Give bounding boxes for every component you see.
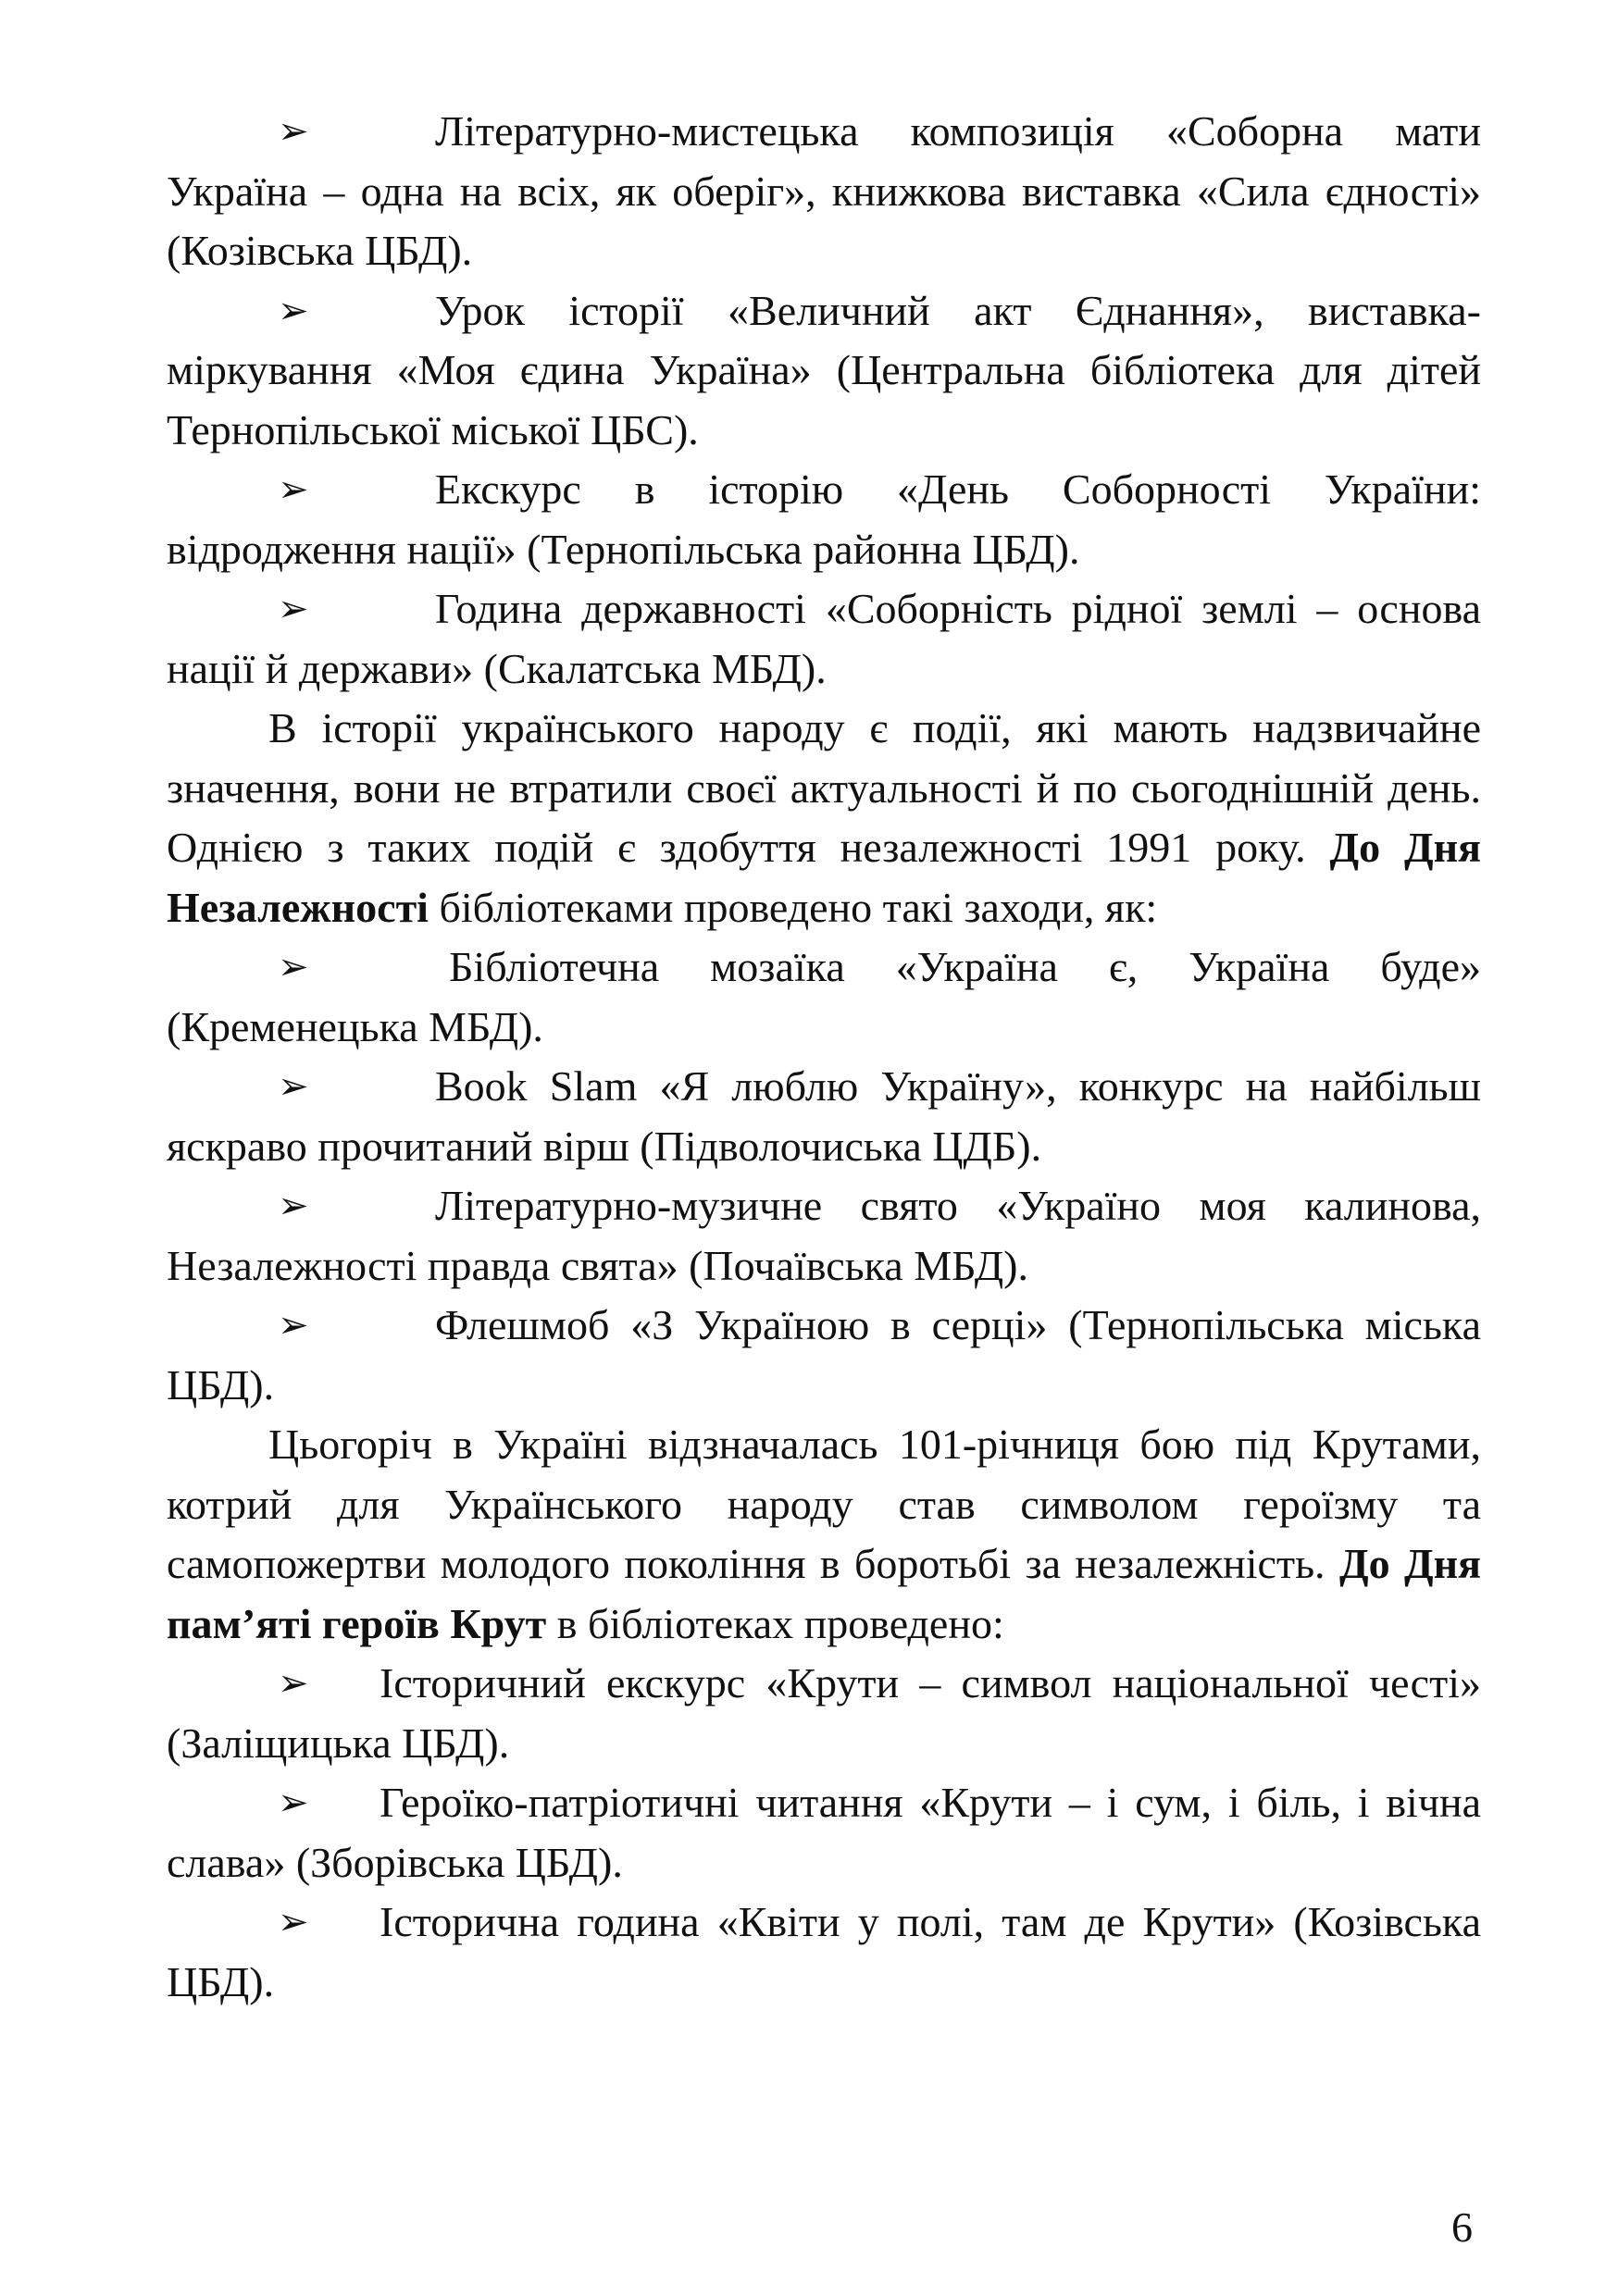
- list-item: [167, 102, 1481, 281]
- list-item: [167, 1296, 1481, 1415]
- list-item: [167, 1893, 1481, 2012]
- list-item: [167, 1654, 1481, 1773]
- arrow-bullet-icon: ➢: [278, 588, 309, 630]
- list-item: [167, 579, 1481, 699]
- list-item: [167, 937, 1481, 1057]
- arrow-bullet-icon: ➢: [278, 1185, 309, 1227]
- arrow-bullet-icon: ➢: [278, 1901, 309, 1943]
- list-item: [167, 1057, 1481, 1176]
- list-item-text: Історичний екскурс «Крути – символ національної честі» (Заліщицька ЦБД).: [167, 1659, 1481, 1767]
- list-item-text: Флешмоб «З Україною в серці» (Тернопільська міська ЦБД).: [167, 1301, 1481, 1409]
- list-item-text: Book Slam «Я люблю Україну», конкурс на найбільш яскраво прочитаний вірш (Підволочиська ЦДБ).: [167, 1062, 1481, 1170]
- paragraph-text: В історії українського народу є події, які мають надзвичайне значення, вони не втратили своєї актуальності й по сьогоднішній день. Однією з таких подій є здобуття незалежності 1991 року.: [167, 704, 1481, 871]
- paragraph-text: в бібліотеках проведено:: [546, 1599, 1004, 1647]
- arrow-bullet-icon: ➢: [278, 1662, 309, 1705]
- list-item-text: Героїко-патріотичні читання «Крути – і сум, і біль, і вічна слава» (Зборівська ЦБД).: [167, 1779, 1481, 1886]
- document-page: [167, 102, 1481, 2012]
- list-item-text: Екскурс в історію «День Соборності України: відродження нації» (Тернопільська районна ЦБД).: [167, 465, 1481, 573]
- paragraph-kruty: [167, 1415, 1481, 1654]
- arrow-bullet-icon: ➢: [278, 1304, 309, 1347]
- list-item-text: Година державності «Соборність рідної землі – основа нації й держави» (Скалатська МБД).: [167, 585, 1481, 692]
- bold-heading-independence-day: До Дня Незалежності: [167, 824, 1481, 931]
- paragraph-independence: [167, 699, 1481, 937]
- arrow-bullet-icon: ➢: [278, 468, 309, 511]
- arrow-bullet-icon: ➢: [278, 1781, 309, 1824]
- list-item-text: Історична година «Квіти у полі, там де Крути» (Козівська ЦБД).: [167, 1898, 1481, 2005]
- list-item-text: Урок історії «Величний акт Єднання», виставка-міркування «Моя єдина Україна» (Центральна бібліотека для дітей Тернопільської міської ЦБС).: [167, 286, 1481, 453]
- arrow-bullet-icon: ➢: [278, 946, 309, 988]
- arrow-bullet-icon: ➢: [278, 110, 309, 153]
- list-item: [167, 281, 1481, 461]
- list-item-text: Бібліотечна мозаїка «Україна є, Україна буде» (Кременецька МБД).: [167, 943, 1481, 1050]
- list-item-text: Літературно-мистецька композиція «Соборна мати Україна – одна на всіх, як оберіг», книжкова виставка «Сила єдності» (Козівська ЦБД).: [167, 107, 1481, 274]
- list-item: [167, 460, 1481, 579]
- list-item: [167, 1176, 1481, 1296]
- list-item-text: Літературно-музичне свято «Україно моя калинова, Незалежності правда свята» (Почаївська МБД).: [167, 1182, 1481, 1289]
- paragraph-text: бібліотеками проведено такі заходи, як:: [428, 883, 1158, 931]
- page-number: 6: [1451, 2203, 1473, 2251]
- bold-heading-kruty-day: До Дня пам’яті героїв Крут: [167, 1540, 1481, 1647]
- arrow-bullet-icon: ➢: [278, 1065, 309, 1108]
- paragraph-text: Цьогоріч в Україні відзначалась 101-річниця бою під Крутами, котрий для Українського народу став символом героїзму та самопожертви молодого покоління в боротьбі за незалежність.: [167, 1421, 1481, 1587]
- list-item: [167, 1773, 1481, 1893]
- arrow-bullet-icon: ➢: [278, 289, 309, 332]
